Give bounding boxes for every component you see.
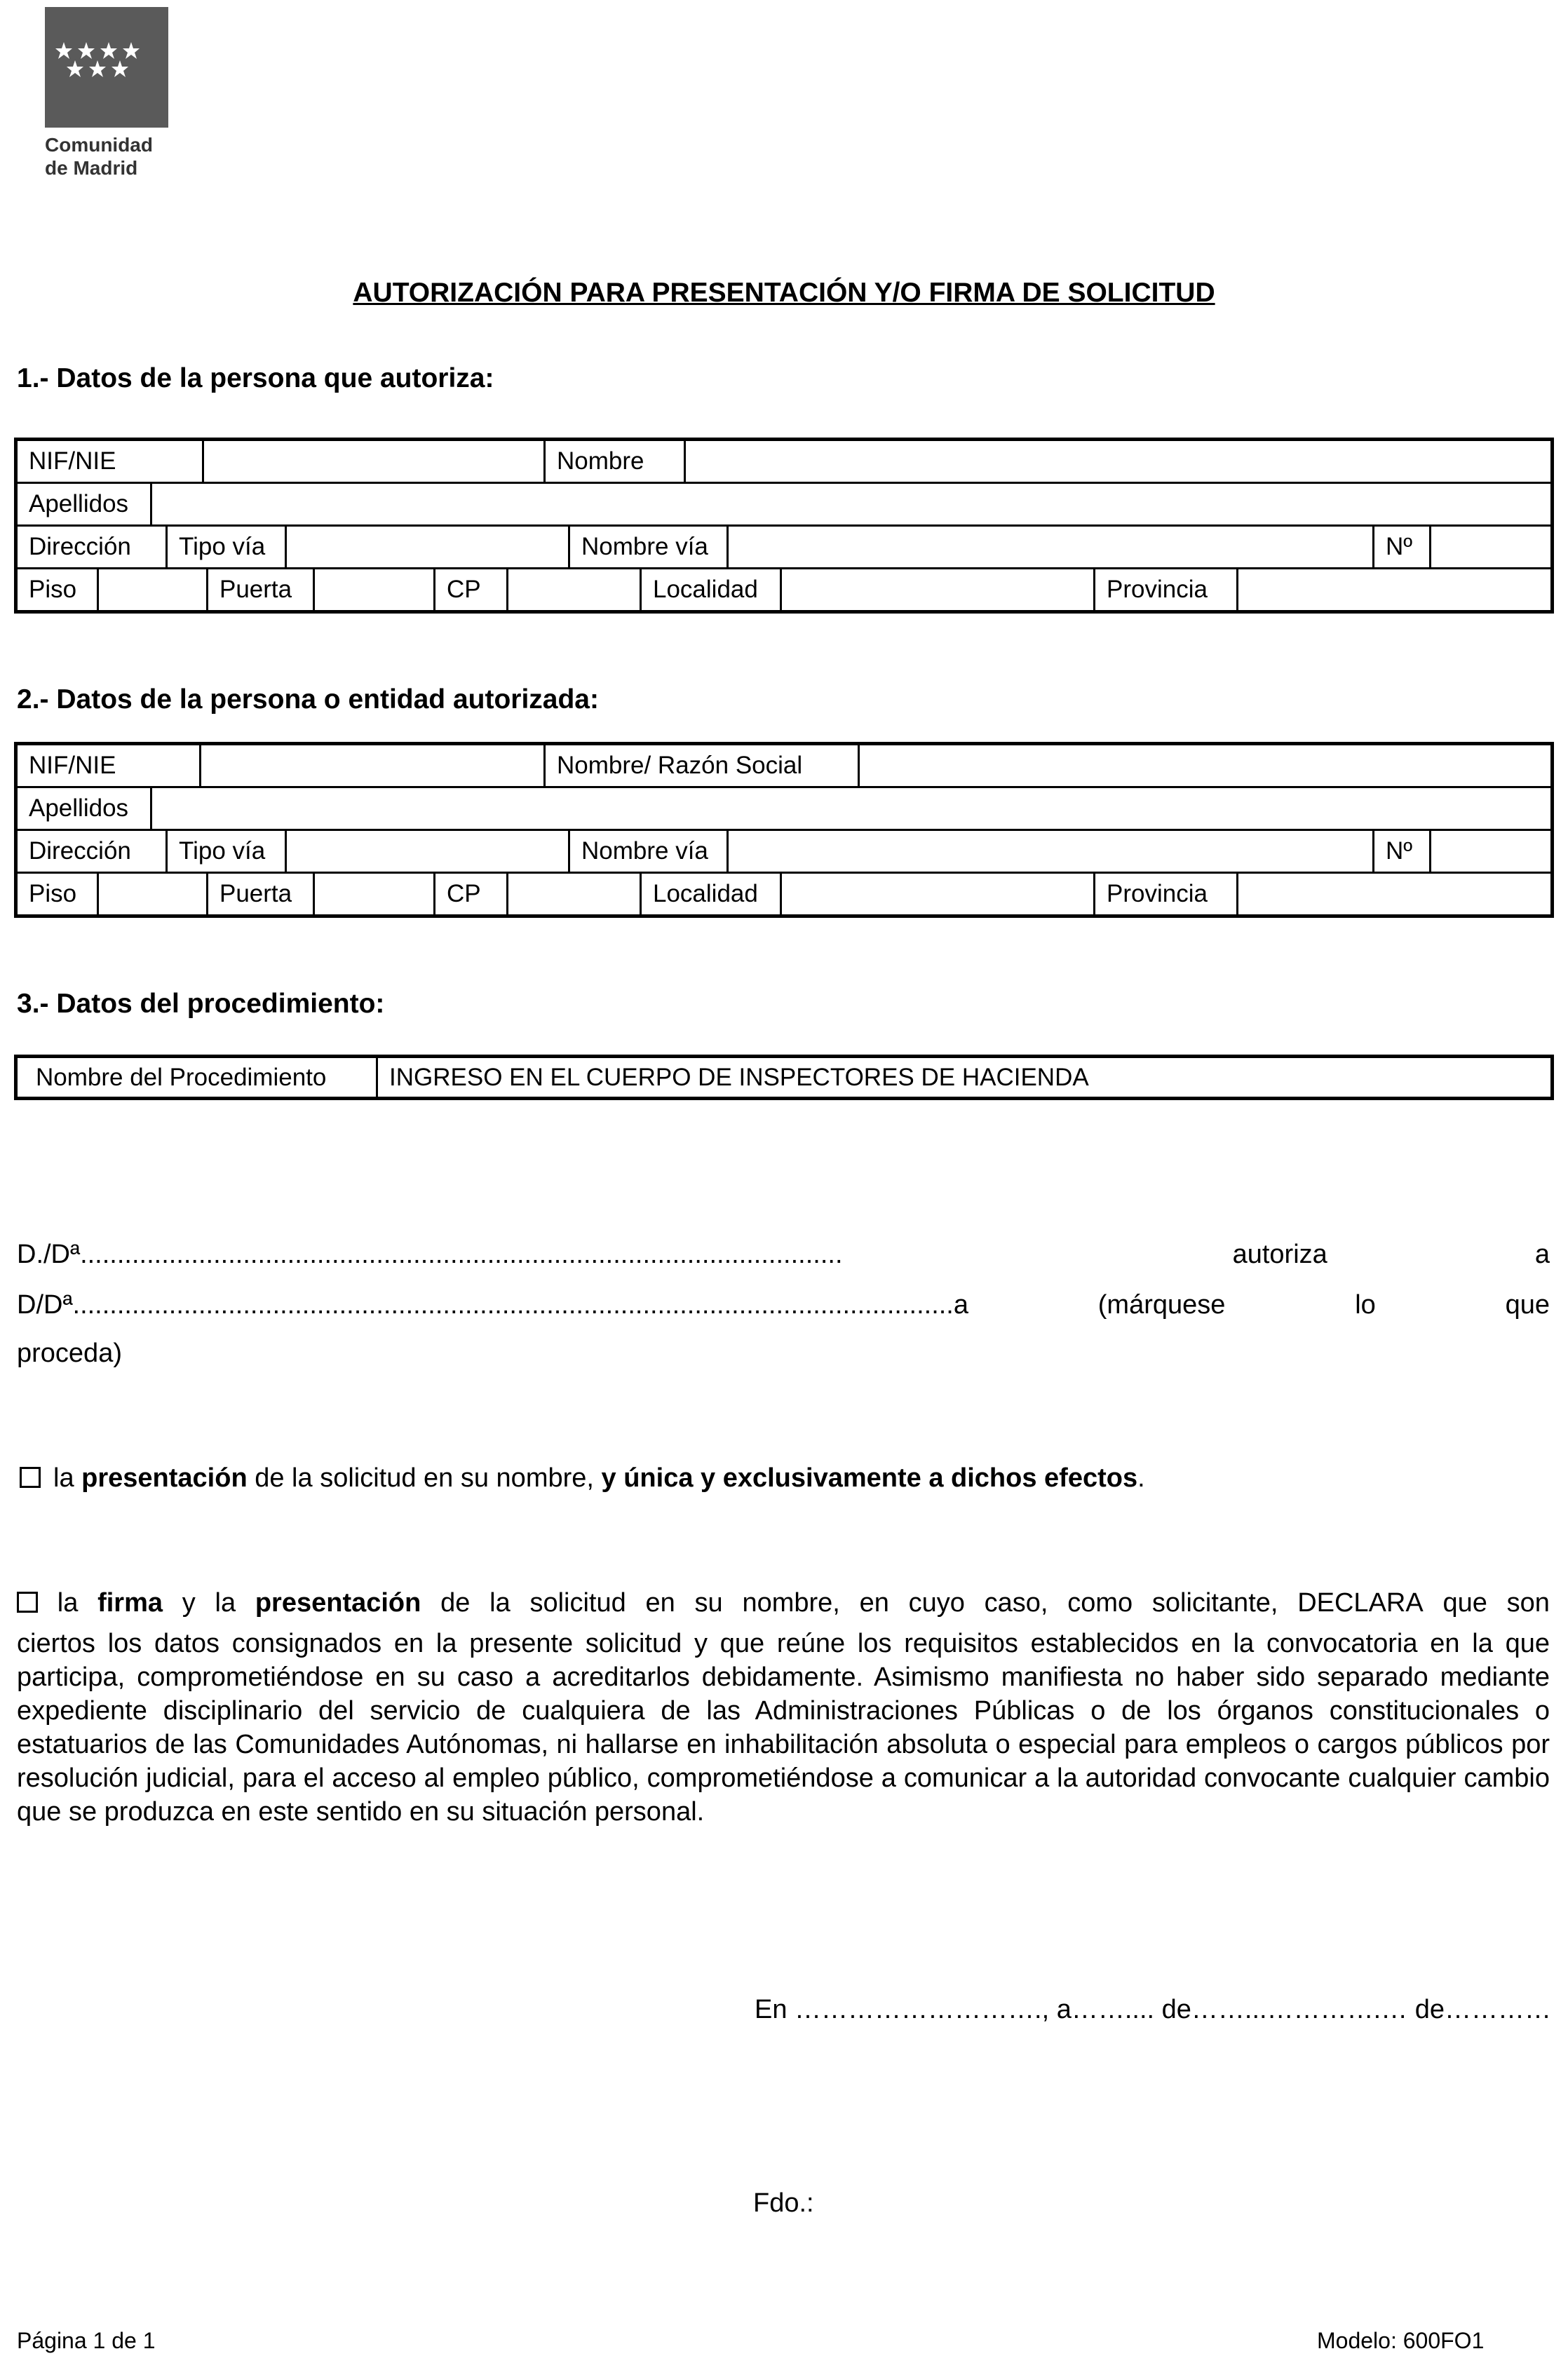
option2-word-presentacion: presentación (255, 1588, 421, 1618)
option2-word: caso, (984, 1588, 1048, 1618)
option2-word: la (215, 1588, 236, 1618)
grantor-name-dots[interactable]: D./Dª....................................................................................................... (17, 1240, 843, 1269)
option2-word-firma: firma (97, 1588, 163, 1618)
piso-input[interactable] (99, 874, 208, 914)
presentacion-checkbox[interactable] (20, 1467, 41, 1488)
cp-label: CP (435, 874, 508, 914)
apellidos-label: Apellidos (18, 788, 152, 829)
que-word: que (1505, 1290, 1550, 1320)
option2-word: en (645, 1588, 675, 1618)
apellidos-input[interactable] (152, 484, 1550, 524)
option2-word: cuyo (908, 1588, 965, 1618)
section2-row-id (18, 745, 1550, 788)
procedure-label: Nombre del Procedimiento (18, 1058, 378, 1097)
numero-input[interactable] (1431, 831, 1550, 872)
section2-row-direccion (18, 831, 1550, 874)
tipo-via-label: Tipo vía (168, 527, 287, 567)
option1-text-b: presentación (81, 1463, 248, 1493)
localidad-input[interactable] (782, 874, 1095, 914)
localidad-input[interactable] (782, 569, 1095, 610)
direccion-label: Dirección (18, 527, 168, 567)
section2-heading: 2.- Datos de la persona o entidad autorizada: (17, 684, 599, 715)
stars-icon (55, 41, 160, 90)
a-word: a (1534, 1240, 1550, 1269)
logo-line1: Comunidad (45, 134, 153, 156)
puerta-label: Puerta (208, 874, 315, 914)
authorization-line2 (17, 1290, 1550, 1320)
option2-word: que (1442, 1588, 1487, 1618)
option2-word: la (489, 1588, 511, 1618)
option2-word: solicitante, (1151, 1588, 1278, 1618)
nombre-via-input[interactable] (729, 831, 1374, 872)
document-title: AUTORIZACIÓN PARA PRESENTACIÓN Y/O FIRMA DE SOLICITUD (353, 278, 1215, 308)
option-firma-presentacion (17, 1586, 1550, 1829)
option2-word: nombre, (742, 1588, 840, 1618)
option2-word: de (440, 1588, 471, 1618)
authorization-line1 (17, 1240, 1550, 1270)
section1-form (14, 438, 1554, 614)
cp-input[interactable] (508, 874, 642, 914)
nombre-input[interactable] (686, 441, 1550, 482)
localidad-label: Localidad (642, 569, 782, 610)
section3-heading: 3.- Datos del procedimiento: (17, 989, 385, 1019)
option2-word: su (694, 1588, 723, 1618)
numero-label: Nº (1374, 831, 1431, 872)
nif-input[interactable] (204, 441, 546, 482)
tipo-via-label: Tipo vía (168, 831, 287, 872)
option1-text-d: y única y exclusivamente a dichos efectos (601, 1463, 1138, 1493)
puerta-input[interactable] (315, 569, 435, 610)
autoriza-word: autoriza (1232, 1240, 1327, 1269)
tipo-via-input[interactable] (287, 527, 570, 567)
cp-label: CP (435, 569, 508, 610)
piso-label: Piso (18, 569, 99, 610)
razon-social-label: Nombre/ Razón Social (546, 745, 860, 786)
section1-row-id (18, 441, 1550, 484)
apellidos-input[interactable] (152, 788, 1550, 829)
nombre-label: Nombre (546, 441, 686, 482)
section1-row-piso (18, 569, 1550, 610)
apellidos-label: Apellidos (18, 484, 152, 524)
option2-word: DECLARA (1297, 1588, 1424, 1618)
page-number: Página 1 de 1 (17, 2328, 156, 2353)
piso-label: Piso (18, 874, 99, 914)
option2-word: y (182, 1588, 196, 1618)
piso-input[interactable] (99, 569, 208, 610)
procedure-box (14, 1055, 1554, 1100)
marquese-word: (márquese (1097, 1290, 1226, 1320)
provincia-input[interactable] (1238, 874, 1550, 914)
logo-line2: de Madrid (45, 157, 138, 179)
authorization-line3: proceda) (17, 1339, 122, 1368)
logo (45, 7, 168, 128)
numero-input[interactable] (1431, 527, 1550, 567)
firma-checkbox[interactable] (17, 1592, 38, 1613)
option1-text-e: . (1137, 1463, 1145, 1493)
numero-label: Nº (1374, 527, 1431, 567)
nombre-via-input[interactable] (729, 527, 1374, 567)
puerta-input[interactable] (315, 874, 435, 914)
nombre-via-label: Nombre vía (570, 831, 729, 872)
option2-first-line (17, 1586, 1550, 1620)
razon-social-input[interactable] (860, 745, 1550, 786)
nif-label: NIF/NIE (18, 745, 201, 786)
option-presentacion (20, 1461, 1145, 1495)
cp-input[interactable] (508, 569, 642, 610)
option2-body: ciertos los datos consignados en la presente solicitud y que reúne los requisitos establecidos en la convocatoria en la que participa, comprometiéndose en su caso a acreditarlos debidamente. Asimismo manifiesta no haber sido separado mediante expediente disciplinario del servicio de cualquiera de las Administraciones Públicas o de los órganos constitucionales o estatuarios de las Comunidades Autónomas, ni hallarse en inhabilitación absoluta o especial para empleos o cargos públicos por resolución judicial, para el acceso al empleo público, comprometiéndose a comunicar a la autoridad convocante cualquier cambio que se produzca en este sentido en su situación personal. (17, 1629, 1550, 1827)
section1-row-apellidos (18, 484, 1550, 527)
provincia-input[interactable] (1238, 569, 1550, 610)
signature-label: Fdo.: (753, 2188, 814, 2218)
section1-row-direccion (18, 527, 1550, 569)
option1-text-c: de la solicitud en su nombre, (247, 1463, 602, 1493)
grantee-name-dots[interactable]: D/Dª.......................................................................................................................a (17, 1290, 968, 1320)
nif-label: NIF/NIE (18, 441, 204, 482)
section1-heading: 1.- Datos de la persona que autoriza: (17, 363, 494, 393)
provincia-label: Provincia (1095, 569, 1238, 610)
lo-word: lo (1355, 1290, 1376, 1320)
direccion-label: Dirección (18, 831, 168, 872)
provincia-label: Provincia (1095, 874, 1238, 914)
section2-row-piso (18, 874, 1550, 914)
model-number: Modelo: 600FO1 (1317, 2328, 1485, 2353)
option2-word: la (57, 1588, 79, 1618)
section2-form (14, 742, 1554, 918)
option2-word: como (1067, 1588, 1133, 1618)
logo-text (45, 133, 153, 180)
procedure-value: INGRESO EN EL CUERPO DE INSPECTORES DE HACIENDA (389, 1063, 1089, 1091)
tipo-via-input[interactable] (287, 831, 570, 872)
option2-word: solicitud (529, 1588, 626, 1618)
option2-word: son (1506, 1588, 1550, 1618)
option2-lead (17, 1586, 38, 1620)
localidad-label: Localidad (642, 874, 782, 914)
nombre-via-label: Nombre vía (570, 527, 729, 567)
option1-text-a: la (53, 1463, 82, 1493)
place-date-line[interactable]: En ………………………., a…….... de……...………….… de………… (755, 1995, 1551, 2024)
section2-row-apellidos (18, 788, 1550, 831)
option2-word: en (859, 1588, 889, 1618)
puerta-label: Puerta (208, 569, 315, 610)
nif-input[interactable] (201, 745, 546, 786)
